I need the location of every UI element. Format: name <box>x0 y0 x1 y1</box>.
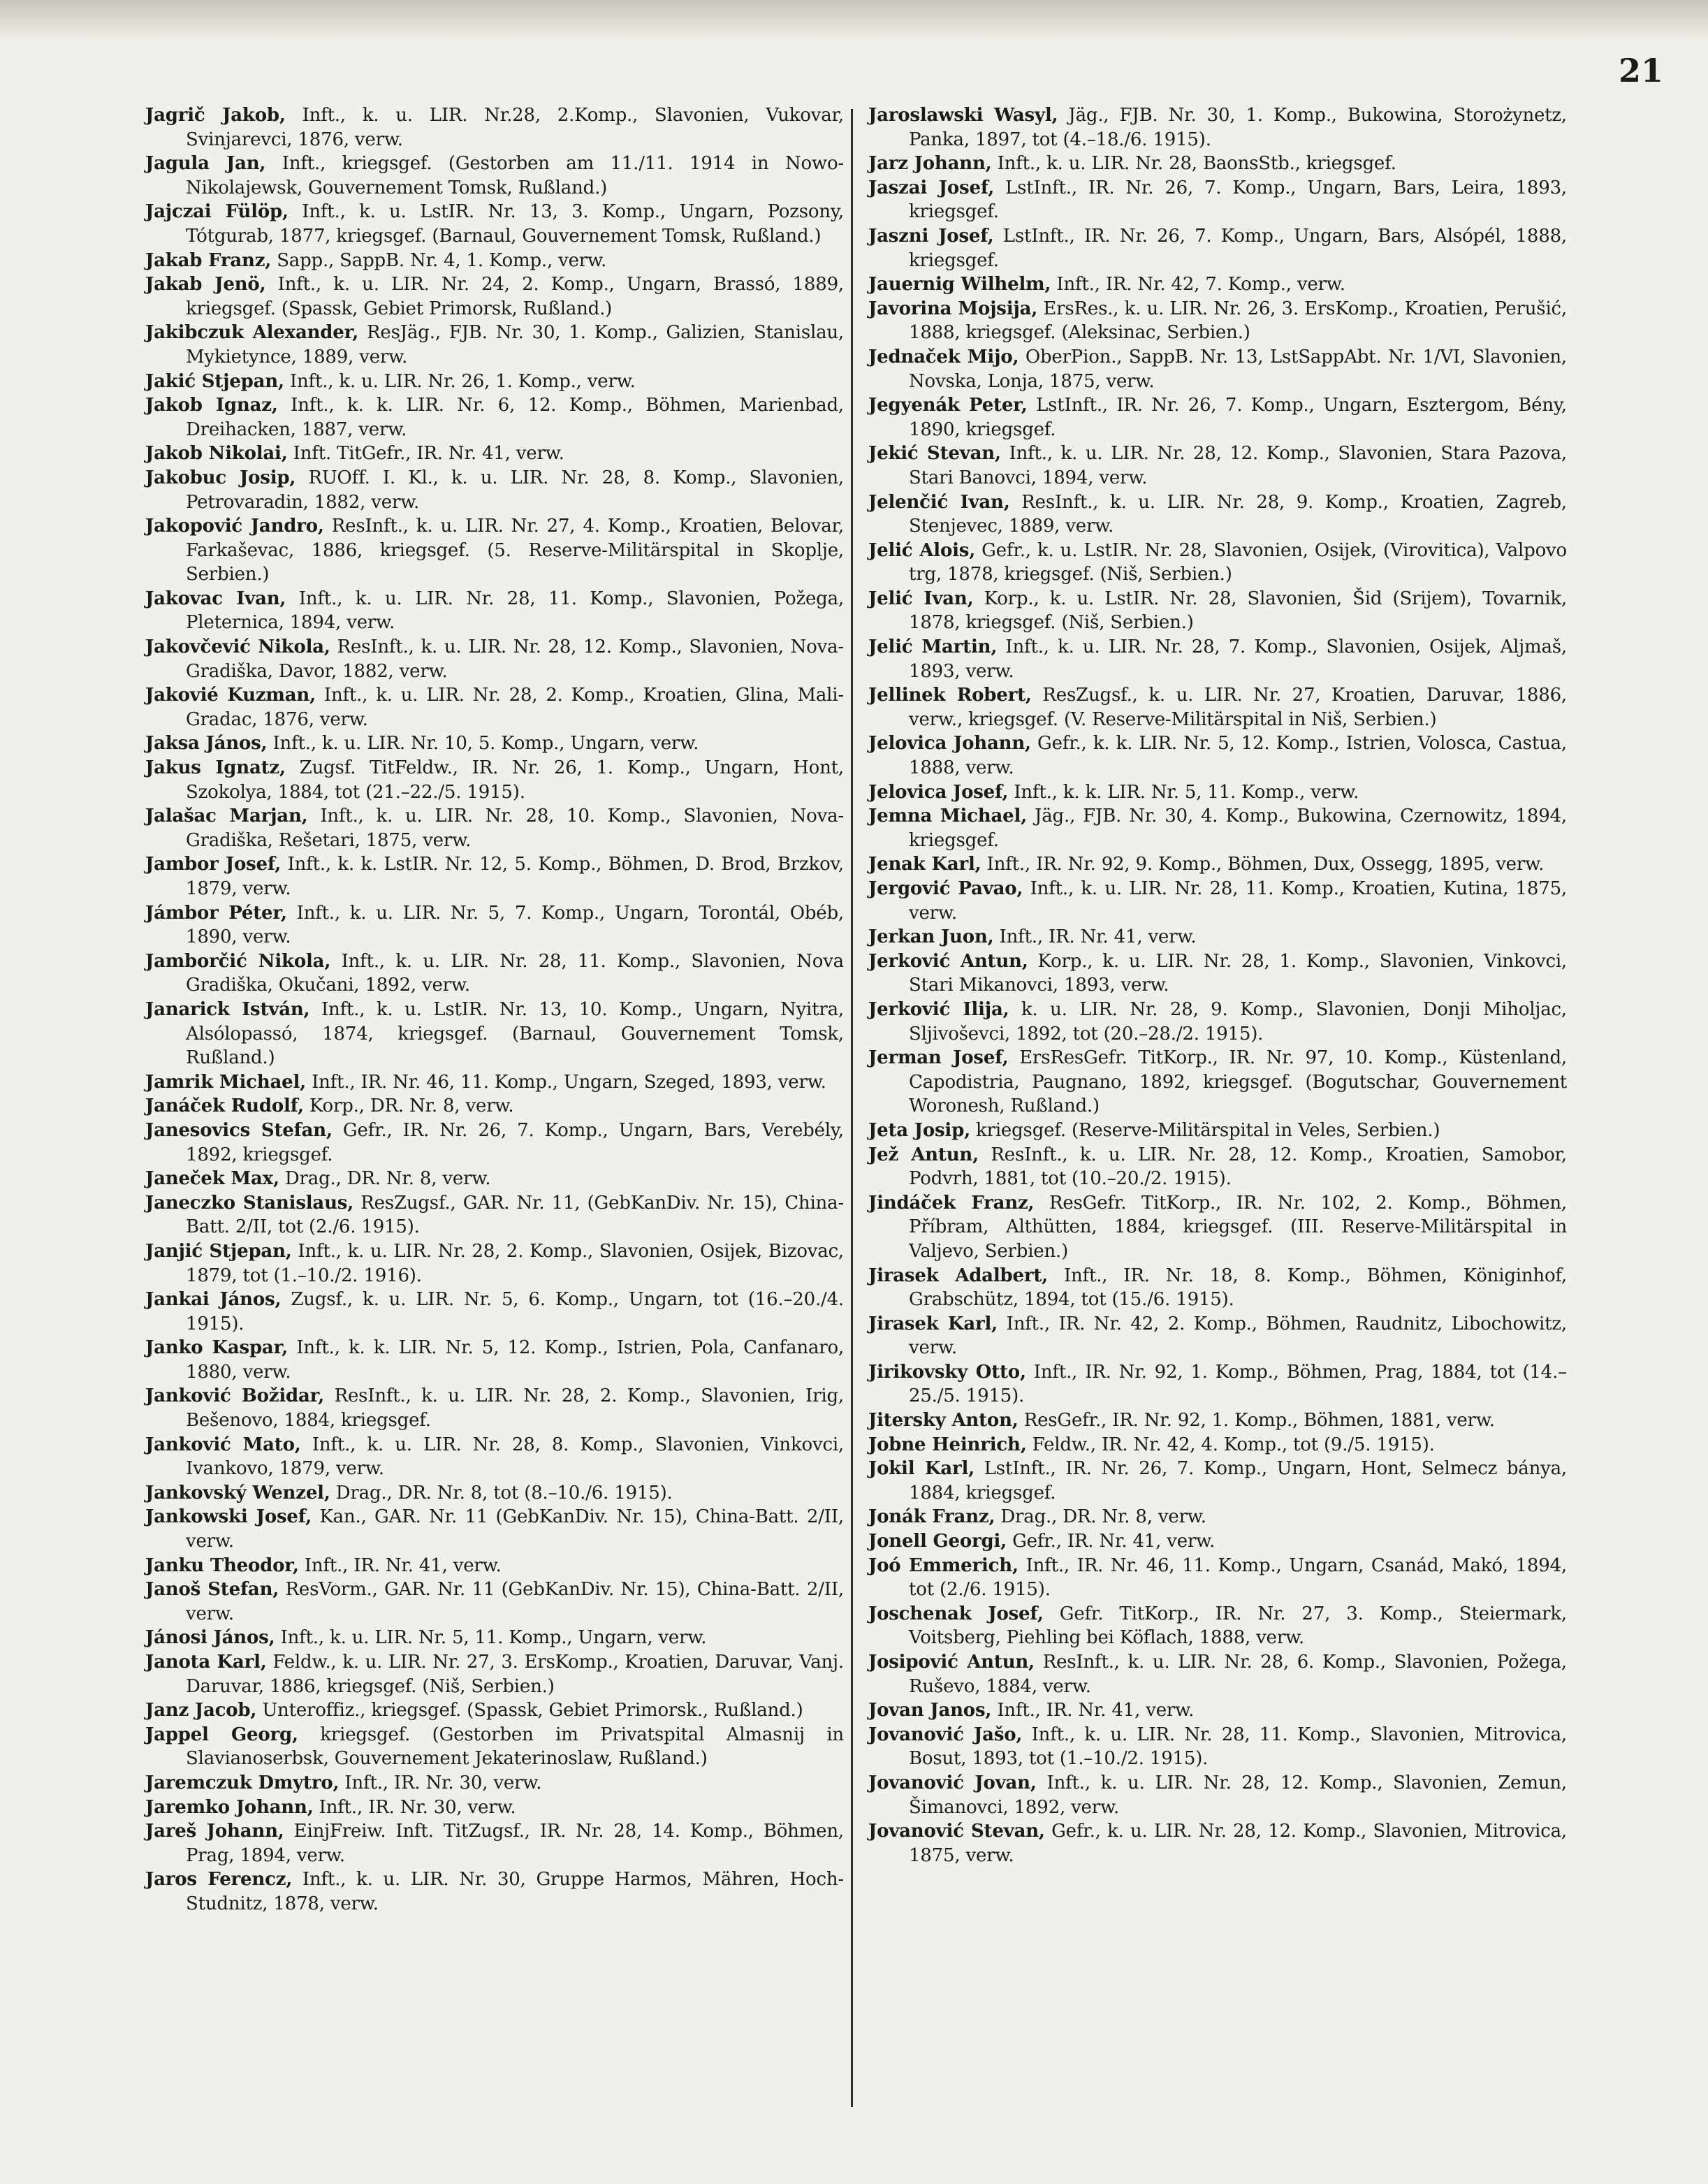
register-entry <box>145 1481 844 1506</box>
entry-details: RUOff. I. Kl., k. u. LIR. Nr. 28, 8. Komp., Slavonien, Petrovaradin, 1882, verw. <box>186 467 844 513</box>
register-entry <box>868 1554 1567 1602</box>
register-entry <box>145 852 844 901</box>
entry-name: Jitersky Anton, <box>868 1410 1019 1432</box>
entry-details: ResInft., k. u. LIR. Nr. 27, 4. Komp., Kroatien, Belovar, Farkaševac, 1886, kriegsgef. (5. Reserve-Militärspital in Skoplje, Serbien.) <box>186 516 844 585</box>
entry-details: Inft., k. u. LIR. Nr. 28, 11. Komp., Slavonien, Požega, Pleternica, 1894, verw. <box>186 588 844 634</box>
register-entry <box>868 224 1567 272</box>
entry-details: OberPion., SappB. Nr. 13, LstSappAbt. Nr. 1/VI, Slavonien, Novska, Lonja, 1875, verw. <box>909 346 1567 392</box>
entry-details: Feldw., k. u. LIR. Nr. 27, 3. ErsKomp., Kroatien, Daruvar, Vanj. Daruvar, 1886, kriegsgef. (Niš, Serbien.) <box>186 1652 844 1697</box>
register-entry <box>868 635 1567 683</box>
entry-details: ResGefr., IR. Nr. 92, 1. Komp., Böhmen, 1881, verw. <box>1023 1410 1495 1432</box>
entry-details: Inft., IR. Nr. 46, 11. Komp., Ungarn, Szeged, 1893, verw. <box>312 1071 826 1093</box>
entry-name: Jergović Pavao, <box>868 878 1023 899</box>
entry-details: Inft., k. u. LIR. Nr. 28, 10. Komp., Slavonien, Nova-Gradiška, Rešetari, 1875, verw. <box>186 806 844 851</box>
register-entry <box>868 1529 1567 1554</box>
entry-details: Gefr. TitKorp., IR. Nr. 27, 3. Komp., Steiermark, Voitsberg, Piehling bei Köflach, 1888, verw. <box>909 1603 1567 1649</box>
register-entry <box>868 1046 1567 1119</box>
entry-details: Gefr., k. k. LIR. Nr. 5, 12. Komp., Istrien, Volosca, Castua, 1888, verw. <box>909 733 1567 779</box>
entry-name: Jaroslawski Wasyl, <box>868 105 1058 126</box>
register-entry <box>145 587 844 635</box>
entry-details: Inft., k. u. LIR. Nr. 28, BaonsStb., kriegsgef. <box>997 153 1396 175</box>
entry-details: Inft., k. u. LIR. Nr. 28, 11. Komp., Kroatien, Kutina, 1875, verw. <box>909 878 1567 924</box>
entry-details: Kan., GAR. Nr. 11 (GebKanDiv. Nr. 15), China-Batt. 2/II, verw. <box>186 1506 844 1552</box>
register-entry <box>145 1578 844 1626</box>
entry-name: Jelić Alois, <box>868 539 976 561</box>
entry-details: ResInft., k. u. LIR. Nr. 28, 2. Komp., Slavonien, Irig, Bešenovo, 1884, kriegsgef. <box>186 1385 844 1432</box>
entry-name: Jakob Ignaz, <box>145 395 278 416</box>
entry-name: Jakibczuk Alexander, <box>145 322 359 344</box>
entry-name: Janković Mato, <box>145 1434 301 1455</box>
entry-name: Janeček Max, <box>145 1168 279 1190</box>
register-entry <box>868 780 1567 805</box>
register-entry <box>145 103 844 152</box>
entry-name: Jemna Michael, <box>868 806 1028 827</box>
register-entry <box>145 1433 844 1481</box>
entry-details: Inft., k. u. LIR. Nr. 24, 2. Komp., Ungarn, Brassó, 1889, kriegsgef. (Spassk, Gebiet Primorsk, Rußland.) <box>186 274 844 319</box>
entry-name: Jakab Jenö, <box>145 274 266 296</box>
entry-details: ResInft., k. u. LIR. Nr. 28, 12. Komp., Kroatien, Samobor, Podvrh, 1881, tot (10.–20./2. 1915). <box>909 1144 1567 1190</box>
entry-details: ResZugsf., GAR. Nr. 11, (GebKanDiv. Nr. 15), China-Batt. 2/II, tot (2./6. 1915). <box>186 1192 844 1238</box>
entry-name: Jelovica Josef, <box>868 781 1009 803</box>
register-entry <box>868 345 1567 393</box>
entry-details: Unteroffiz., kriegsgef. (Spassk, Gebiet Primorsk., Rußland.) <box>262 1700 803 1721</box>
entry-details: ResInft., k. u. LIR. Nr. 28, 6. Komp., Slavonien, Požega, Ruševo, 1884, verw. <box>909 1652 1567 1697</box>
register-entry <box>145 998 844 1070</box>
entry-details: LstInft., IR. Nr. 26, 7. Komp., Ungarn, Esztergom, Bény, 1890, kriegsgef. <box>909 395 1567 440</box>
entry-name: Jerković Ilija, <box>868 998 1009 1020</box>
entry-name: Jakopović Jandro, <box>145 516 324 537</box>
register-entry <box>145 1554 844 1578</box>
page-shadow <box>0 0 1708 42</box>
register-entry <box>868 1119 1567 1143</box>
entry-name: Jankowski Josef, <box>145 1506 312 1528</box>
register-entry <box>145 1505 844 1553</box>
entry-details: Inft., k. u. LIR. Nr. 28, 11. Komp., Slavonien, Nova Gradiška, Okučani, 1892, verw. <box>186 950 844 996</box>
register-entry <box>868 1408 1567 1433</box>
entry-name: Jakobuc Josip, <box>145 467 296 488</box>
entry-name: Jakob Nikolai, <box>145 443 288 465</box>
register-entry <box>868 731 1567 780</box>
entry-name: Jakovié Kuzman, <box>145 685 316 706</box>
entry-details: Inft., k. u. LIR. Nr. 5, 7. Komp., Ungarn, Torontál, Obéb, 1890, verw. <box>186 902 844 948</box>
register-entry <box>868 1819 1567 1868</box>
entry-name: Jelić Ivan, <box>868 588 974 609</box>
entry-details: Inft., IR. Nr. 92, 9. Komp., Böhmen, Dux, Ossegg, 1895, verw. <box>986 854 1545 875</box>
entry-details: Inft., k. u. LIR. Nr. 26, 1. Komp., verw. <box>289 370 636 392</box>
entry-name: Janz Jacob, <box>145 1700 257 1721</box>
entry-details: LstInft., IR. Nr. 26, 7. Komp., Ungarn, Bars, Alsópél, 1888, kriegsgef. <box>909 225 1567 271</box>
entry-name: Janko Kaspar, <box>145 1337 289 1359</box>
entry-name: Jakovac Ivan, <box>145 588 286 609</box>
entry-details: Inft., k. u. LIR. Nr. 28, 12. Komp., Slavonien, Stara Pazova, Stari Banovci, 1894, verw. <box>909 443 1567 488</box>
entry-name: Jaszai Josef, <box>868 177 995 198</box>
entry-name: Jednaček Mijo, <box>868 346 1019 367</box>
entry-name: Jelovica Johann, <box>868 733 1031 755</box>
register-entry <box>145 1070 844 1095</box>
entry-details: Inft., k. u. LIR. Nr. 28, 8. Komp., Slavonien, Vinkovci, Ivankovo, 1879, verw. <box>186 1434 844 1480</box>
entry-name: Janoš Stefan, <box>145 1579 279 1601</box>
entry-name: Janarick István, <box>145 998 310 1020</box>
entry-details: Inft., k. u. LIR. Nr. 28, 11. Komp., Slavonien, Mitrovica, Bosut, 1893, tot (1.–10./2. 1915). <box>909 1724 1567 1770</box>
entry-details: Inft., k. u. LIR. Nr.28, 2.Komp., Slavonien, Vukovar, Svinjarevci, 1876, verw. <box>186 105 844 150</box>
entry-name: Jobne Heinrich, <box>868 1434 1027 1455</box>
entry-name: Jajczai Fülöp, <box>145 201 289 223</box>
entry-details: Jäg., FJB. Nr. 30, 4. Komp., Bukowina, Czernowitz, 1894, kriegsgef. <box>909 806 1567 851</box>
entry-details: ErsRes., k. u. LIR. Nr. 26, 3. ErsKomp., Kroatien, Perušić, 1888, kriegsgef. (Aleksinac, Serbien.) <box>909 298 1567 344</box>
register-entry <box>145 804 844 852</box>
register-entry <box>145 1698 844 1723</box>
entry-name: Jokil Karl, <box>868 1458 975 1480</box>
entry-name: Jauernig Wilhelm, <box>868 274 1051 296</box>
entry-name: Jerković Antun, <box>868 950 1028 972</box>
register-entry <box>145 1167 844 1191</box>
entry-name: Janković Božidar, <box>145 1385 325 1407</box>
entry-name: Jánosi János, <box>145 1627 275 1649</box>
register-entry <box>145 901 844 949</box>
entry-name: Jámbor Péter, <box>145 902 287 924</box>
register-entry <box>145 1771 844 1796</box>
entry-details: Inft., IR. Nr. 18, 8. Komp., Böhmen, Königinhof, Grabschütz, 1894, tot (15./6. 1915). <box>909 1265 1567 1311</box>
register-entry <box>868 587 1567 635</box>
register-entry <box>145 393 844 442</box>
entry-details: Inft., IR. Nr. 41, verw. <box>997 1700 1195 1721</box>
entry-name: Janku Theodor, <box>145 1555 299 1576</box>
entry-name: Jakus Ignatz, <box>145 757 286 779</box>
entry-details: Zugsf., k. u. LIR. Nr. 5, 6. Komp., Ungarn, tot (16.–20./4. 1915). <box>186 1289 844 1334</box>
entry-name: Jirasek Adalbert, <box>868 1265 1048 1286</box>
entry-details: Jäg., FJB. Nr. 30, 1. Komp., Bukowina, Storożynetz, Panka, 1897, tot (4.–18./6. 1915). <box>909 105 1567 150</box>
register-entry <box>868 297 1567 345</box>
register-entry <box>868 272 1567 297</box>
register-entry <box>868 877 1567 925</box>
entry-details: EinjFreiw. Inft. TitZugsf., IR. Nr. 28, 14. Komp., Böhmen, Prag, 1894, verw. <box>186 1821 844 1866</box>
entry-details: Inft., k. u. LIR. Nr. 5, 11. Komp., Ungarn, verw. <box>280 1627 707 1649</box>
register-entry <box>145 249 844 273</box>
register-entry <box>868 1602 1567 1650</box>
register-entry <box>145 321 844 369</box>
entry-name: Jonák Franz, <box>868 1506 995 1528</box>
entry-details: Inft., IR. Nr. 30, verw. <box>344 1772 542 1793</box>
entry-details: ResVorm., GAR. Nr. 11 (GebKanDiv. Nr. 15), China-Batt. 2/II, verw. <box>186 1579 844 1624</box>
entry-name: Jalašac Marjan, <box>145 806 308 827</box>
entry-details: Inft., IR. Nr. 42, 7. Komp., verw. <box>1056 274 1345 296</box>
entry-name: Jegyenák Peter, <box>868 395 1028 416</box>
entry-name: Josipović Antun, <box>868 1652 1035 1673</box>
entry-details: Gefr., IR. Nr. 26, 7. Komp., Ungarn, Bars, Verebély, 1892, kriegsgef. <box>186 1119 844 1165</box>
entry-details: Zugsf. TitFeldw., IR. Nr. 26, 1. Komp., Ungarn, Hont, Szokolya, 1884, tot (21.–22./5. 1915). <box>186 757 844 803</box>
entry-name: Jankai János, <box>145 1289 282 1311</box>
entry-name: Jarz Johann, <box>868 153 992 175</box>
register-entry <box>145 1650 844 1698</box>
register-entry <box>145 466 844 514</box>
entry-details: ResZugsf., k. u. LIR. Nr. 27, Kroatien, Daruvar, 1886, verw., kriegsgef. (V. Reserve-Militärspital in Niš, Serbien.) <box>909 685 1567 730</box>
entry-details: Drag., DR. Nr. 8, verw. <box>1000 1506 1206 1528</box>
entry-name: Jaksa János, <box>145 733 268 755</box>
entry-details: ResInft., k. u. LIR. Nr. 28, 12. Komp., Slavonien, Nova-Gradiška, Davor, 1882, verw. <box>186 636 844 682</box>
entry-details: Inft., k. u. LIR. Nr. 10, 5. Komp., Ungarn, verw. <box>272 733 699 755</box>
register-entry <box>145 442 844 466</box>
register-entry <box>868 998 1567 1046</box>
entry-details: Inft., k. u. LstIR. Nr. 13, 10. Komp., Ungarn, Nyitra, Alsólopassó, 1874, kriegsgef. (Barnaul, Gouvernement Tomsk, Rußland.) <box>186 998 844 1069</box>
register-entry <box>868 852 1567 877</box>
register-entry <box>145 1119 844 1167</box>
register-entry <box>145 949 844 998</box>
entry-name: Jakab Franz, <box>145 249 272 271</box>
entry-name: Jeta Josip, <box>868 1119 970 1141</box>
entry-name: Jovanović Jovan, <box>868 1772 1037 1793</box>
register-entry <box>868 393 1567 442</box>
entry-name: Jenak Karl, <box>868 854 981 875</box>
entry-details: Inft., k. u. LIR. Nr. 28, 2. Komp., Slavonien, Osijek, Bizovac, 1879, tot (1.–10./2. 1916). <box>186 1240 844 1286</box>
entry-name: Janáček Rudolf, <box>145 1095 304 1117</box>
entry-details: Drag., DR. Nr. 8, verw. <box>284 1168 491 1190</box>
register-entry <box>868 103 1567 152</box>
entry-details: Gefr., IR. Nr. 41, verw. <box>1012 1531 1216 1552</box>
entry-name: Janesovics Stefan, <box>145 1119 333 1141</box>
entry-name: Jovanović Jašo, <box>868 1724 1023 1745</box>
register-entry <box>145 1288 844 1336</box>
entry-name: Jellinek Robert, <box>868 685 1032 706</box>
register-entry <box>868 1360 1567 1408</box>
register-entry <box>868 1312 1567 1360</box>
register-entry <box>868 925 1567 949</box>
entry-details: Sapp., SappB. Nr. 4, 1. Komp., verw. <box>277 249 607 271</box>
entry-details: Inft., k. k. LstIR. Nr. 12, 5. Komp., Böhmen, D. Brod, Brzkov, 1879, verw. <box>186 854 844 899</box>
entry-details: Inft., IR. Nr. 46, 11. Komp., Ungarn, Csanád, Makó, 1894, tot (2./6. 1915). <box>909 1555 1567 1601</box>
register-entry <box>868 176 1567 224</box>
entry-details: Inft., k. u. LIR. Nr. 30, Gruppe Harmos, Mähren, Hoch-Studnitz, 1878, verw. <box>186 1869 844 1914</box>
entry-details: ErsResGefr. TitKorp., IR. Nr. 97, 10. Komp., Küstenland, Capodistria, Paugnano, 1892, kriegsgef. (Bogutschar, Gouvernement Woronesh, Rußland.) <box>909 1047 1567 1117</box>
register-entry <box>868 539 1567 587</box>
register-entry <box>868 1264 1567 1312</box>
register-entry <box>145 1384 844 1432</box>
entry-name: Jekić Stevan, <box>868 443 1001 465</box>
entry-name: Jappel Georg, <box>145 1724 298 1745</box>
entry-name: Jaros Ferencz, <box>145 1869 293 1891</box>
entry-name: Jaszni Josef, <box>868 225 994 247</box>
register-entry <box>145 200 844 248</box>
entry-details: Inft., k. u. LIR. Nr. 28, 7. Komp., Slavonien, Osijek, Aljmaš, 1893, verw. <box>909 636 1567 682</box>
entry-name: Jovan Janos, <box>868 1700 992 1721</box>
entry-name: Janjić Stjepan, <box>145 1240 292 1262</box>
entry-name: Jambor Josef, <box>145 854 282 875</box>
register-entry <box>868 1143 1567 1191</box>
entry-name: Janeczko Stanislaus, <box>145 1192 354 1214</box>
entry-name: Jagrič Jakob, <box>145 105 286 126</box>
register-entry <box>145 683 844 731</box>
register-entry <box>145 1796 844 1820</box>
entry-details: Inft., IR. Nr. 41, verw. <box>999 926 1197 948</box>
entry-details: Inft., k. k. LIR. Nr. 6, 12. Komp., Böhmen, Marienbad, Dreihacken, 1887, verw. <box>186 395 844 440</box>
left-column <box>145 103 844 1916</box>
register-entry <box>868 1457 1567 1505</box>
register-entry <box>145 1723 844 1771</box>
register-entry <box>145 731 844 756</box>
entry-details: Drag., DR. Nr. 8, tot (8.–10./6. 1915). <box>335 1482 673 1504</box>
entry-details: kriegsgef. (Gestorben im Privatspital Almasnij in Slavianoserbsk, Gouvernement Jekaterinoslaw, Rußland.) <box>186 1724 844 1770</box>
entry-name: Jaremczuk Dmytro, <box>145 1772 340 1793</box>
entry-name: Jaremko Johann, <box>145 1796 314 1818</box>
entry-name: Jelenčić Ivan, <box>868 491 1010 513</box>
entry-name: Jonell Georgi, <box>868 1531 1007 1552</box>
entry-details: Gefr., k. u. LIR. Nr. 28, 12. Komp., Slavonien, Mitrovica, 1875, verw. <box>909 1821 1567 1866</box>
register-entry <box>868 1723 1567 1771</box>
register-entry <box>868 683 1567 731</box>
entry-details: Inft., k. k. LIR. Nr. 5, 12. Komp., Istrien, Pola, Canfanaro, 1880, verw. <box>186 1337 844 1383</box>
entry-name: Jankovský Wenzel, <box>145 1482 330 1504</box>
entry-details: ResGefr. TitKorp., IR. Nr. 102, 2. Komp., Böhmen, Příbram, Althütten, 1884, kriegsgef. (III. Reserve-Militärspital in Valjevo, Serbien.) <box>909 1192 1567 1262</box>
register-entry <box>145 635 844 683</box>
entry-name: Jerkan Juon, <box>868 926 994 948</box>
register-entry <box>868 1433 1567 1457</box>
entry-details: Inft., IR. Nr. 30, verw. <box>319 1796 516 1818</box>
page-number: 21 <box>1618 52 1663 89</box>
register-entry <box>868 1191 1567 1264</box>
entry-name: Jakovčević Nikola, <box>145 636 330 658</box>
entry-details: Inft., IR. Nr. 92, 1. Komp., Böhmen, Prag, 1884, tot (14.–25./5. 1915). <box>909 1361 1567 1407</box>
register-entry <box>145 514 844 587</box>
register-entry <box>145 370 844 394</box>
entry-name: Jerman Josef, <box>868 1047 1009 1069</box>
entry-details: Korp., DR. Nr. 8, verw. <box>309 1095 514 1117</box>
entry-details: Inft., IR. Nr. 41, verw. <box>304 1555 502 1576</box>
register-entry <box>868 1650 1567 1698</box>
entry-details: Inft., kriegsgef. (Gestorben am 11./11. 1914 in Nowo-Nikolajewsk, Gouvernement Tomsk, Rußland.) <box>186 153 844 198</box>
entry-name: Javorina Mojsija, <box>868 298 1038 319</box>
register-entry <box>868 1505 1567 1529</box>
entry-details: kriegsgef. (Reserve-Militärspital in Veles, Serbien.) <box>976 1119 1440 1141</box>
register-entry <box>868 1771 1567 1819</box>
entry-name: Jareš Johann, <box>145 1821 284 1842</box>
entry-name: Jirasek Karl, <box>868 1313 998 1334</box>
entry-name: Jirikovsky Otto, <box>868 1361 1026 1383</box>
entry-name: Jagula Jan, <box>145 153 266 175</box>
register-entry <box>145 1868 844 1916</box>
entry-details: LstInft., IR. Nr. 26, 7. Komp., Ungarn, Bars, Leira, 1893, kriegsgef. <box>909 177 1567 223</box>
register-entry <box>145 756 844 804</box>
register-entry <box>145 1239 844 1288</box>
register-entry <box>145 152 844 200</box>
entry-details: Feldw., IR. Nr. 42, 4. Komp., tot (9./5. 1915). <box>1032 1434 1435 1455</box>
entry-details: ResJäg., FJB. Nr. 30, 1. Komp., Galizien, Stanislau, Mykietynce, 1889, verw. <box>186 322 844 367</box>
register-entry <box>145 1094 844 1119</box>
entry-details: Inft., k. u. LstIR. Nr. 13, 3. Komp., Ungarn, Pozsony, Tótgurab, 1877, kriegsgef. (Barnaul, Gouvernement Tomsk, Rußland.) <box>186 201 845 247</box>
entry-details: ResInft., k. u. LIR. Nr. 28, 9. Komp., Kroatien, Zagreb, Stenjevec, 1889, verw. <box>909 491 1567 537</box>
entry-details: Inft., IR. Nr. 42, 2. Komp., Böhmen, Raudnitz, Libochowitz, verw. <box>909 1313 1567 1359</box>
entry-details: Korp., k. u. LstIR. Nr. 28, Slavonien, Šid (Srijem), Tovarnik, 1878, kriegsgef. (Niš, Serbien.) <box>909 588 1567 634</box>
entry-details: Inft., k. u. LIR. Nr. 28, 12. Komp., Slavonien, Zemun, Šimanovci, 1892, verw. <box>909 1772 1567 1818</box>
entry-name: Jež Antun, <box>868 1144 979 1165</box>
register-entry <box>145 1626 844 1650</box>
entry-details: Gefr., k. u. LstIR. Nr. 28, Slavonien, Osijek, (Virovitica), Valpovo trg, 1878, kriegsgef. (Niš, Serbien.) <box>909 539 1567 585</box>
register-entry <box>145 1191 844 1239</box>
entry-details: Korp., k. u. LIR. Nr. 28, 1. Komp., Slavonien, Vinkovci, Stari Mikanovci, 1893, verw. <box>909 950 1567 996</box>
entry-name: Jakić Stjepan, <box>145 370 284 392</box>
register-entry <box>868 949 1567 998</box>
entry-name: Jamborčić Nikola, <box>145 950 331 972</box>
entry-details: Inft., k. u. LIR. Nr. 28, 2. Komp., Kroatien, Glina, Mali-Gradac, 1876, verw. <box>186 685 844 730</box>
register-entry <box>868 804 1567 852</box>
entry-name: Joschenak Josef, <box>868 1603 1044 1624</box>
entry-details: Inft. TitGefr., IR. Nr. 41, verw. <box>293 443 564 465</box>
register-entry <box>145 1336 844 1384</box>
right-column <box>868 103 1567 1868</box>
entry-name: Joó Emmerich, <box>868 1555 1019 1576</box>
entry-details: LstInft., IR. Nr. 26, 7. Komp., Ungarn, Hont, Selmecz bánya, 1884, kriegsgef. <box>909 1458 1567 1504</box>
register-entry <box>868 442 1567 490</box>
register-entry <box>145 1819 844 1868</box>
register-entry <box>145 272 844 321</box>
entry-name: Jelić Martin, <box>868 636 998 658</box>
entry-name: Jovanović Stevan, <box>868 1821 1045 1842</box>
entry-name: Jindáček Franz, <box>868 1192 1035 1214</box>
register-entry <box>868 1698 1567 1723</box>
register-entry <box>868 152 1567 176</box>
entry-name: Jamrik Michael, <box>145 1071 307 1093</box>
entry-details: k. u. LIR. Nr. 28, 9. Komp., Slavonien, Donji Miholjac, Sljivoševci, 1892, tot (20.–28./2. 1915). <box>909 998 1567 1044</box>
entry-details: Inft., k. k. LIR. Nr. 5, 11. Komp., verw. <box>1014 781 1359 803</box>
entry-name: Janota Karl, <box>145 1652 267 1673</box>
register-entry <box>868 490 1567 539</box>
column-divider <box>851 109 853 2107</box>
